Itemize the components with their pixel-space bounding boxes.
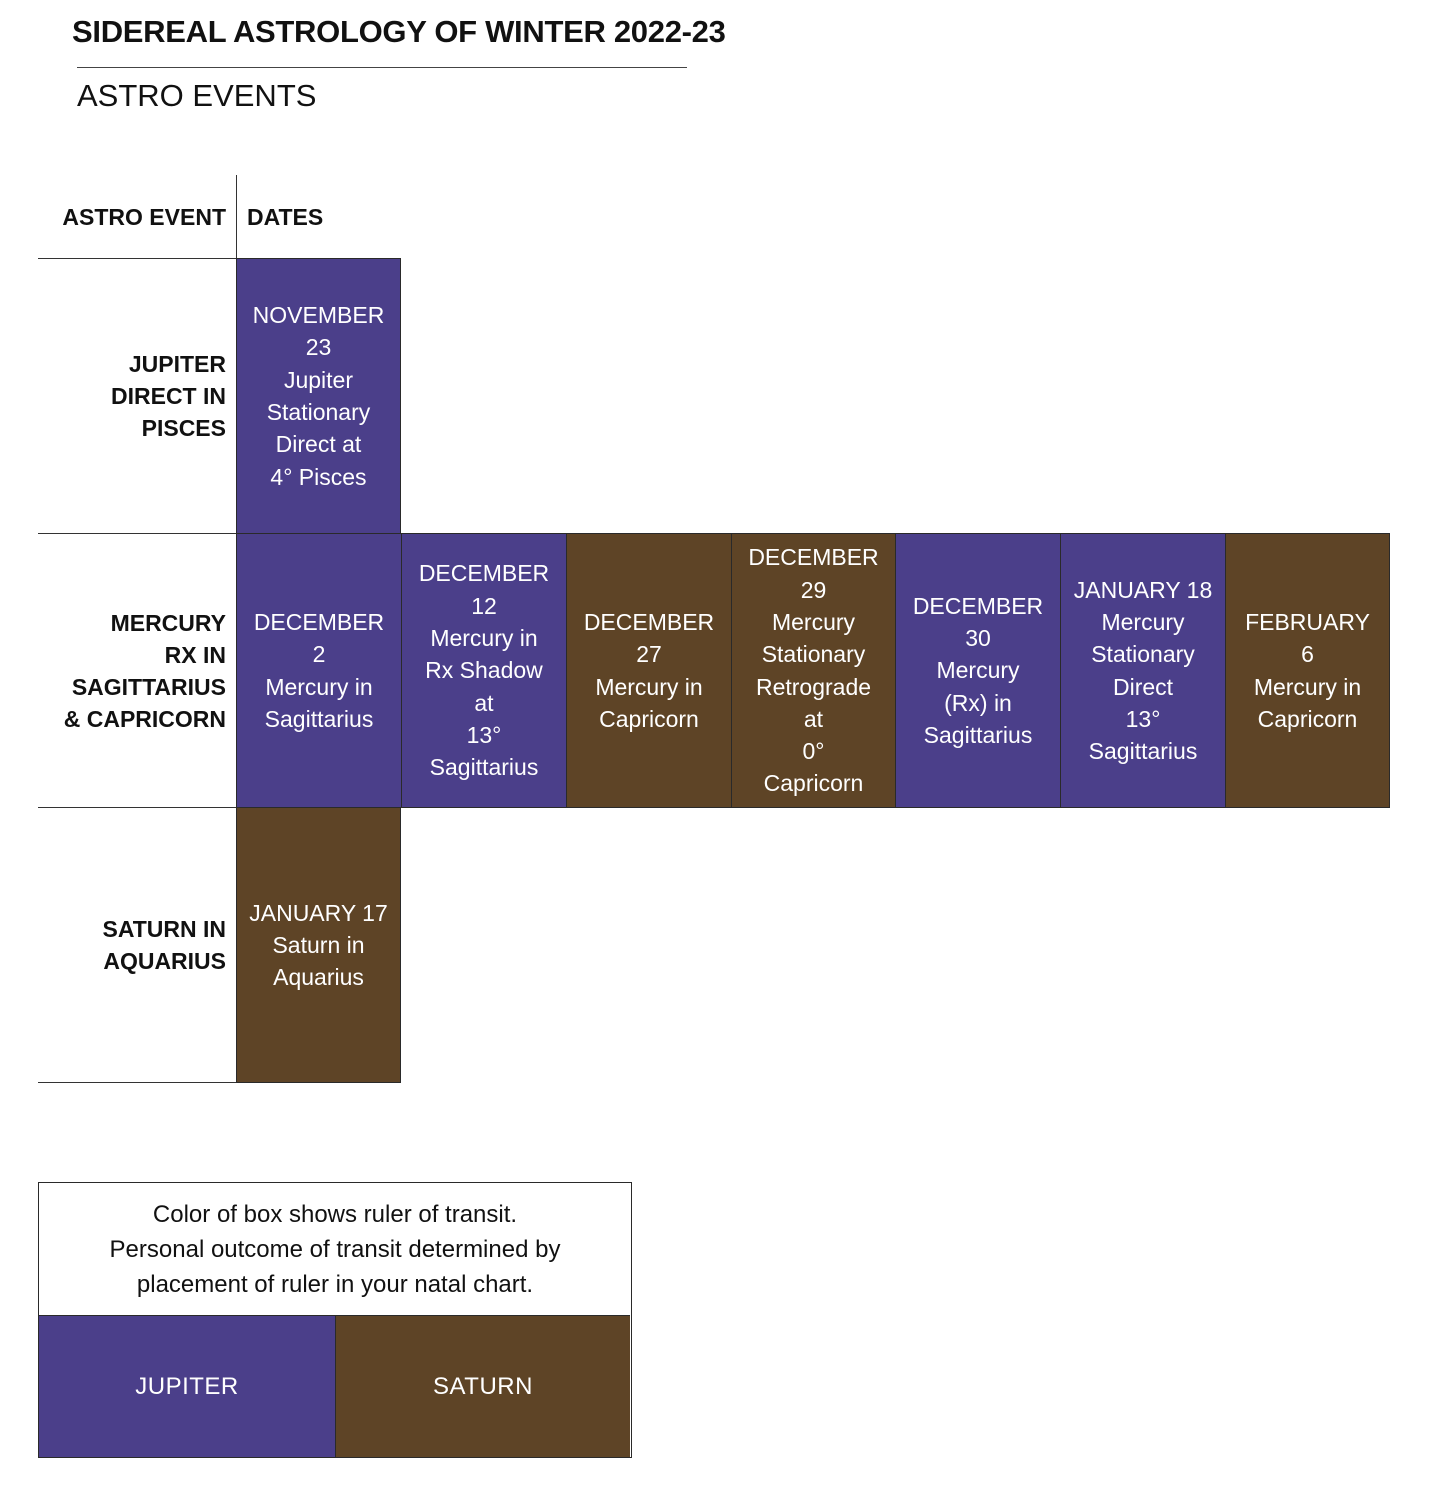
row-label-jupiter-direct: JUPITER DIRECT IN PISCES	[111, 350, 226, 441]
column-header-dates: DATES	[247, 204, 324, 230]
page-subtitle: ASTRO EVENTS	[77, 78, 317, 113]
column-header-astro-event: ASTRO EVENT	[62, 204, 226, 230]
page-title: SIDEREAL ASTROLOGY OF WINTER 2022-23	[72, 14, 726, 49]
row-divider	[38, 1082, 236, 1083]
event-cell-mercury-jan-18: JANUARY 18 Mercury Stationary Direct 13° Sagittarius	[1060, 533, 1226, 808]
event-cell-mercury-dec-12: DECEMBER 12 Mercury in Rx Shadow at 13° Sagittarius	[401, 533, 567, 808]
row-label-mercury-rx: MERCURY RX IN SAGITTARIUS & CAPRICORN	[63, 609, 226, 732]
legend-description: Color of box shows ruler of transit. Personal outcome of transit determined by placement of ruler in your natal chart.	[109, 1200, 561, 1298]
event-cell-mercury-dec-30: DECEMBER 30 Mercury (Rx) in Sagittarius	[895, 533, 1061, 808]
event-cell-mercury-dec-27: DECEMBER 27 Mercury in Capricorn	[566, 533, 732, 808]
legend-swatch-saturn: SATURN	[336, 1315, 630, 1457]
event-cell-mercury-dec-29: DECEMBER 29 Mercury Stationary Retrograde at 0° Capricorn	[731, 533, 896, 808]
row-label-saturn-aquarius: SATURN IN AQUARIUS	[102, 915, 226, 974]
legend-swatch-jupiter: JUPITER	[39, 1315, 336, 1457]
header-column-divider	[236, 175, 237, 258]
event-cell-mercury-dec-2: DECEMBER 2 Mercury in Sagittarius	[236, 533, 402, 808]
event-cell-saturn-jan-17: JANUARY 17 Saturn in Aquarius	[236, 807, 401, 1083]
event-cell-mercury-feb-6: FEBRUARY 6 Mercury in Capricorn	[1225, 533, 1390, 808]
title-divider	[77, 67, 687, 68]
legend	[38, 1182, 632, 1458]
event-cell-jupiter-nov-23: NOVEMBER 23 Jupiter Stationary Direct at 4° Pisces	[236, 258, 401, 534]
